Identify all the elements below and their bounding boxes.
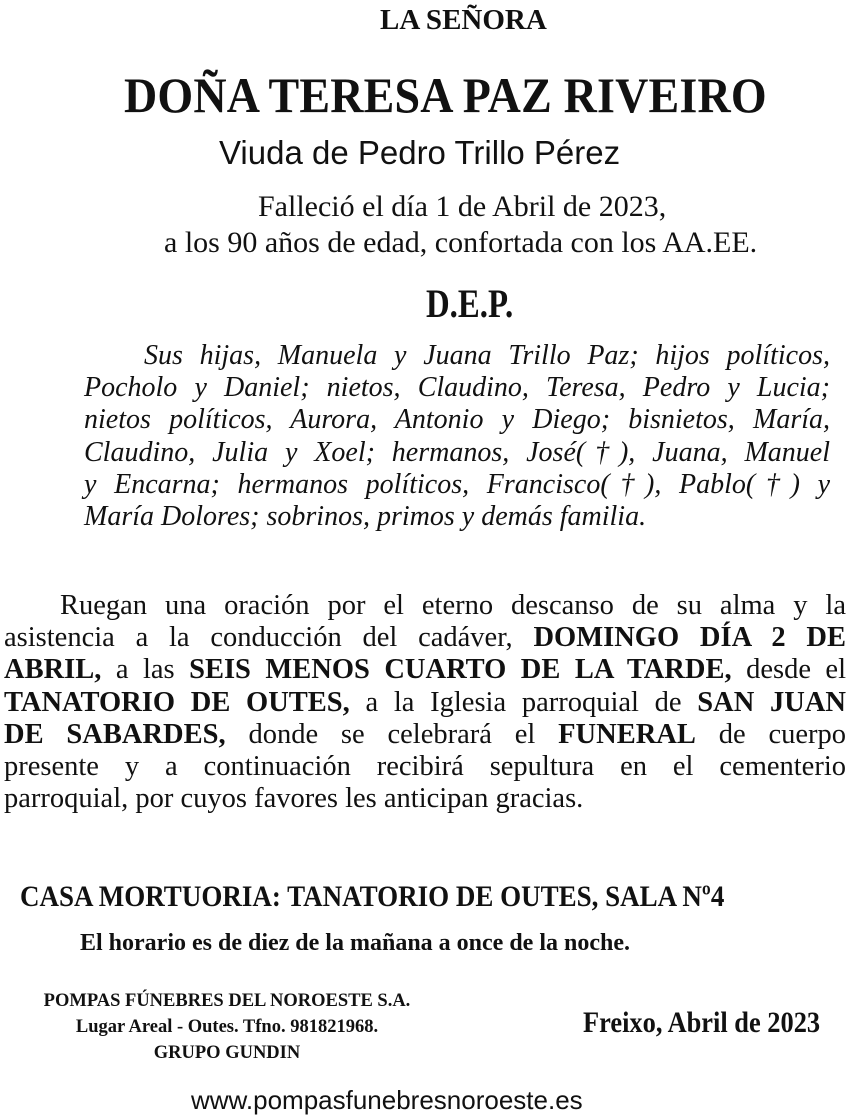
ritual-text: de cuerpo xyxy=(695,718,847,750)
church-emphasis: SAN JUAN xyxy=(697,686,847,718)
family-line: Sus hijas, Manuela y Juana Trillo Paz; hijos políticos, xyxy=(144,340,830,371)
origin-emphasis: TANATORIO DE OUTES, xyxy=(4,686,350,718)
ritual-text: asistencia a la conducción del cadáver, xyxy=(4,622,534,654)
ritual-line: parroquial, por cuyos favores les anticipan gracias. xyxy=(4,783,584,815)
honorific: LA SEÑORA xyxy=(380,4,547,36)
family-line: Pocholo y Daniel; nietos, Claudino, Teresa, Pedro y Lucia; xyxy=(84,372,830,404)
company-group: GRUPO GUNDIN xyxy=(153,1043,301,1063)
family-line: María Dolores; sobrinos, primos y demás familia. xyxy=(84,501,647,533)
ritual-text: a la Iglesia parroquial de xyxy=(349,686,698,718)
place-date: Freixo, Abril de 2023 xyxy=(583,1006,821,1039)
ritual-line xyxy=(4,654,846,686)
rip-heading: D.E.P. xyxy=(426,281,514,326)
ritual-line xyxy=(4,687,846,719)
family-line: y Encarna; hermanos políticos, Francisco(†), Pablo(†) y xyxy=(84,468,830,500)
age-line: a los 90 años de edad, confortada con los AA.EE. xyxy=(164,226,758,259)
church-emphasis: DE SABARDES, xyxy=(4,718,226,750)
ritual-text: desde el xyxy=(731,654,846,686)
website: www.pompasfunebresnoroeste.es xyxy=(191,1085,583,1115)
death-date-line: Falleció el día 1 de Abril de 2023, xyxy=(258,190,667,223)
family-line: Claudino, Julia y Xoel; hermanos, José(†), Juana, Manuel xyxy=(84,436,830,468)
ritual-line: Ruegan una oración por el eterno descanso de su alma y la xyxy=(60,590,846,621)
wake-location: CASA MORTUORIA: TANATORIO DE OUTES, SALA Nº4 xyxy=(20,880,725,913)
date-emphasis: DOMINGO DÍA 2 DE xyxy=(533,622,846,654)
funeral-home-block xyxy=(4,988,450,1066)
family-list xyxy=(84,340,830,533)
ritual-line xyxy=(4,622,846,654)
company-name: POMPAS FÚNEBRES DEL NOROESTE S.A. xyxy=(43,991,411,1011)
ritual-paragraph xyxy=(4,590,846,815)
funeral-emphasis: FUNERAL xyxy=(558,718,696,750)
ritual-text: donde se celebrará el xyxy=(225,718,559,750)
widow-line: Viuda de Pedro Trillo Pérez xyxy=(219,134,621,171)
family-line: nietos políticos, Aurora, Antonio y Diego; bisnietos, María, xyxy=(84,404,830,436)
date-emphasis: ABRIL, xyxy=(4,654,102,686)
ritual-line: presente y a continuación recibirá sepultura en el cementerio xyxy=(4,751,846,783)
time-emphasis: SEIS MENOS CUARTO DE LA TARDE, xyxy=(189,654,732,686)
ritual-text: a las xyxy=(101,654,190,686)
deceased-name: DOÑA TERESA PAZ RIVEIRO xyxy=(124,67,767,123)
company-address: Lugar Areal - Outes. Tfno. 981821968. xyxy=(75,1017,379,1037)
ritual-line xyxy=(4,719,846,751)
visiting-hours: El horario es de diez de la mañana a once de la noche. xyxy=(80,930,630,956)
